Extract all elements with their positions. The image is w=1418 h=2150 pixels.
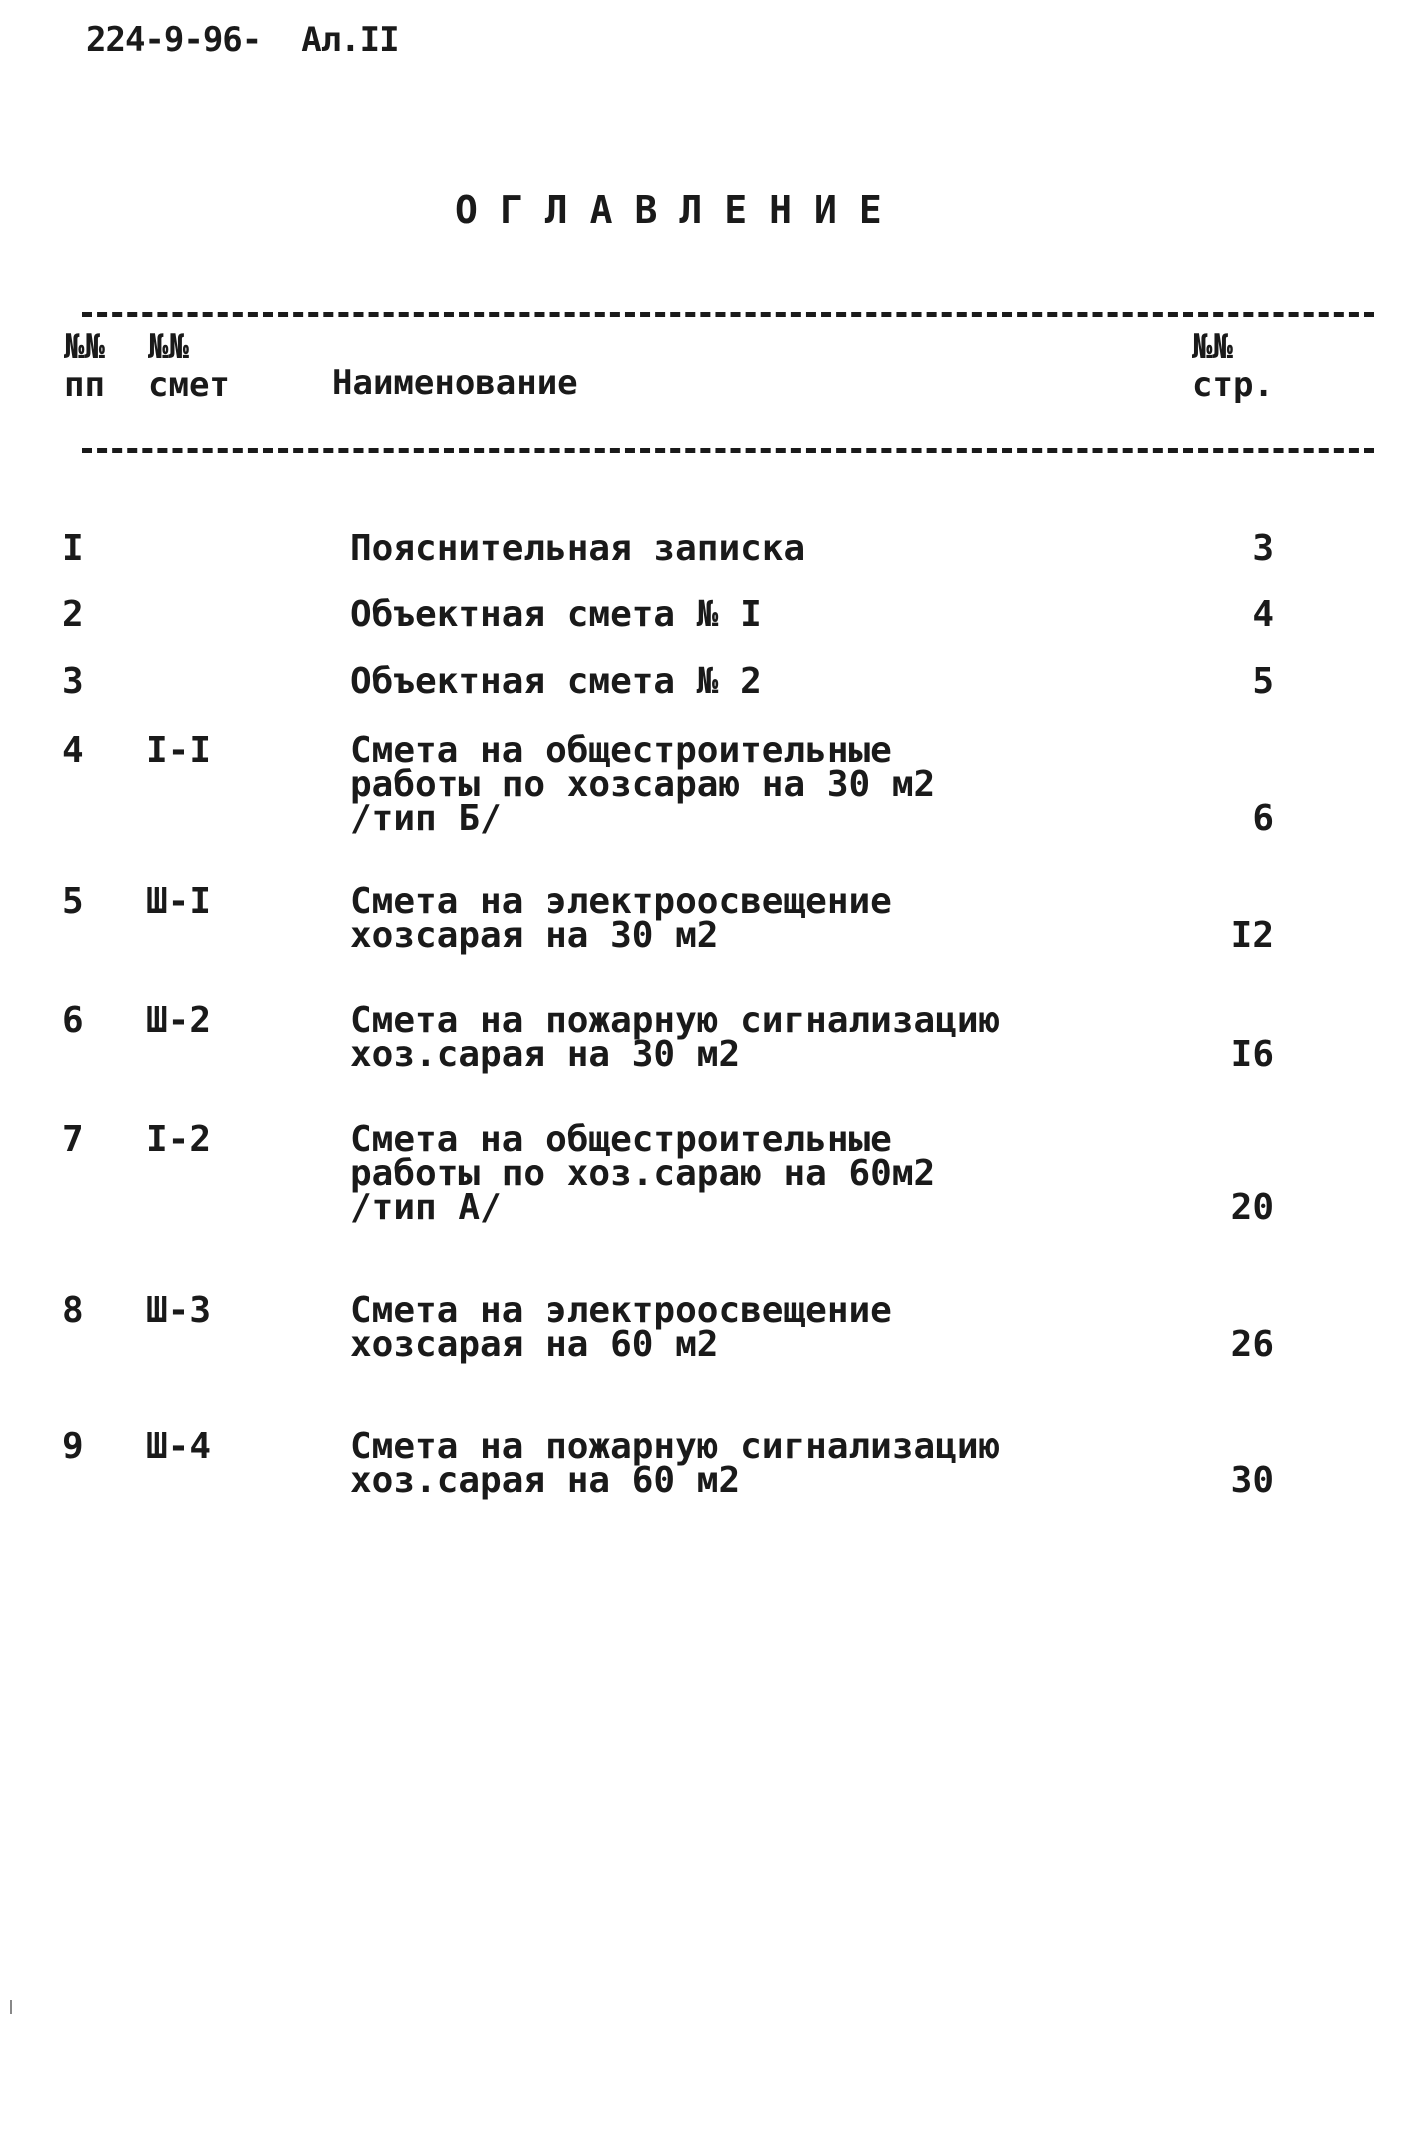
row-title: Объектная смета № 2: [350, 661, 762, 702]
column-header-smet-line2: смет: [148, 365, 230, 405]
row-number: 8: [62, 1290, 84, 1331]
row-title: Объектная смета № I: [350, 594, 762, 635]
row-page: 5: [1252, 661, 1274, 702]
row-page: 4: [1252, 594, 1274, 635]
sheet-label: Ал.II: [301, 20, 399, 60]
row-number: 7: [62, 1119, 84, 1160]
row-number: 5: [62, 881, 84, 922]
page-title: ОГЛАВЛЕНИЕ: [455, 188, 904, 232]
row-title: Пояснительная записка: [350, 528, 806, 569]
estimate-code: I-2: [146, 1119, 212, 1160]
row-number: I: [62, 528, 84, 569]
row-title: Смета на общестроительные работы по хозсараю на 30 м2 /тип Б/: [350, 730, 936, 839]
row-page: 3: [1252, 528, 1274, 569]
row-title: Смета на электроосвещение хозсарая на 30 м2: [350, 881, 892, 956]
row-page: 30: [1230, 1460, 1274, 1501]
document-code: [86, 20, 399, 60]
row-title: Смета на пожарную сигнализацию хоз.сарая на 60 м2: [350, 1426, 1001, 1501]
column-header-pp: [64, 328, 105, 404]
document-number: 224-9-96-: [86, 20, 262, 60]
row-number: 9: [62, 1426, 84, 1467]
row-title: Смета на пожарную сигнализацию хоз.сарая на 30 м2: [350, 1000, 1001, 1075]
row-number: 4: [62, 730, 84, 771]
row-title: Смета на электроосвещение хозсарая на 60 м2: [350, 1290, 892, 1365]
column-header-page-line2: стр.: [1192, 365, 1274, 405]
header-top-divider: [82, 312, 1374, 317]
row-page: I6: [1230, 1034, 1274, 1075]
column-header-page-line1: №№: [1192, 327, 1233, 367]
column-header-smet-line1: №№: [148, 327, 189, 367]
column-header-name: Наименование: [332, 363, 578, 403]
estimate-code: Ш-I: [146, 881, 212, 922]
column-header-smet: [148, 328, 230, 404]
row-page: 6: [1252, 798, 1274, 839]
row-number: 2: [62, 594, 84, 635]
estimate-code: Ш-4: [146, 1426, 212, 1467]
row-page: I2: [1230, 915, 1274, 956]
header-bottom-divider: [82, 448, 1374, 453]
row-page: 26: [1230, 1324, 1274, 1365]
estimate-code: I-I: [146, 730, 212, 771]
column-header-pp-line1: №№: [64, 327, 105, 367]
row-number: 3: [62, 661, 84, 702]
row-page: 20: [1230, 1187, 1274, 1228]
scan-artifact: [10, 2000, 12, 2014]
estimate-code: Ш-3: [146, 1290, 212, 1331]
column-header-pp-line2: пп: [64, 365, 105, 405]
row-title: Смета на общестроительные работы по хоз.сараю на 60м2 /тип А/: [350, 1119, 936, 1228]
row-number: 6: [62, 1000, 84, 1041]
estimate-code: Ш-2: [146, 1000, 212, 1041]
column-header-page: [1192, 328, 1274, 404]
